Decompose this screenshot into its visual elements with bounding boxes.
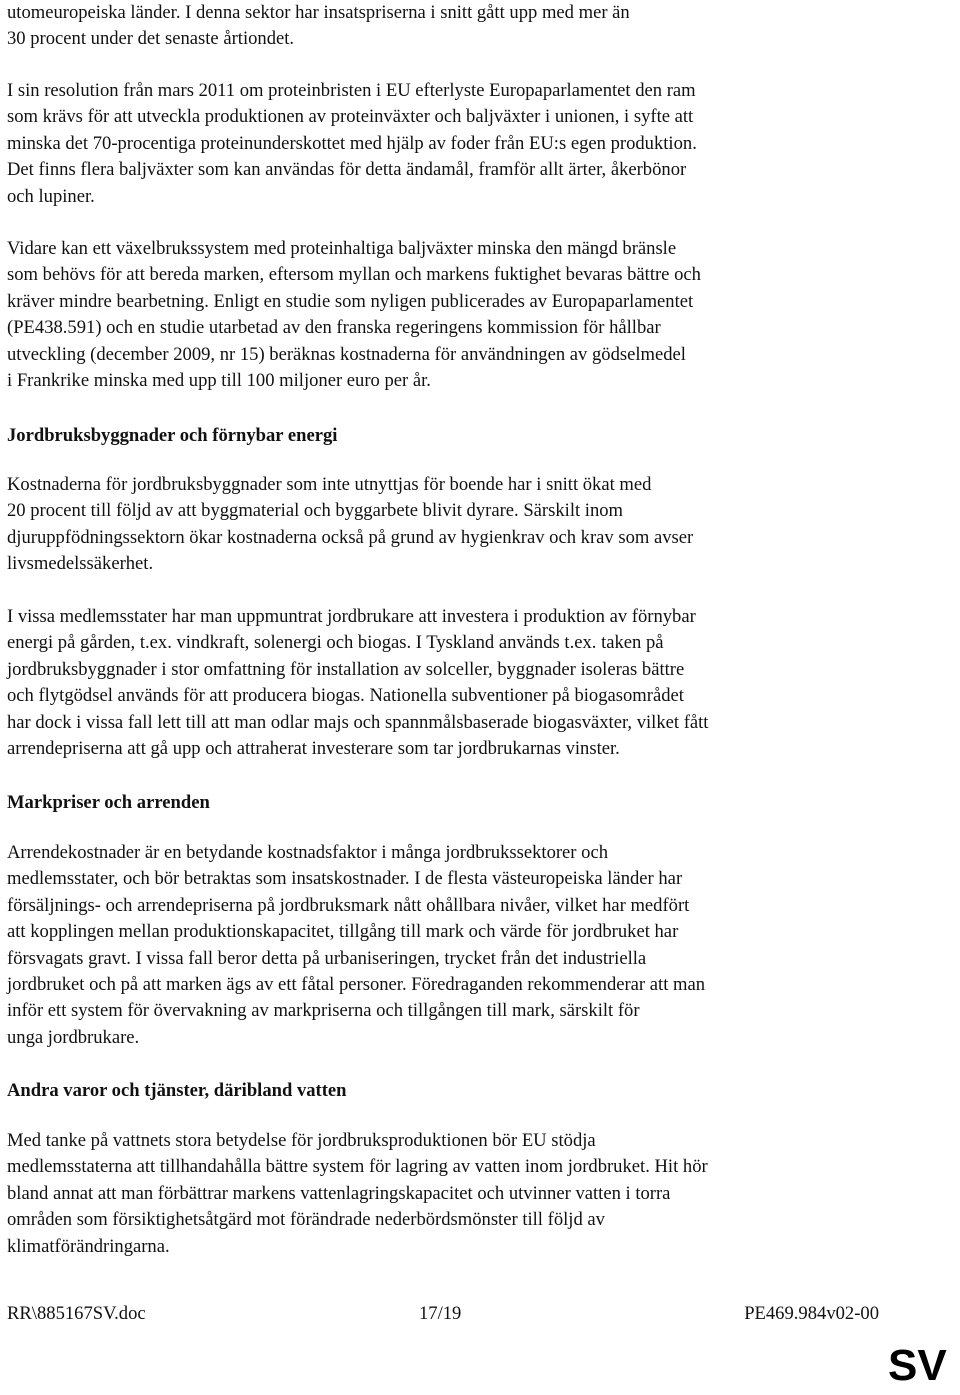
paragraph-crop-rotation [7,236,701,394]
text-line: unga jordbrukare. [7,1026,140,1048]
text-line: försvagats gravt. I vissa fall beror detta på urbaniseringen, trycket från det industriella [7,947,647,969]
footer-doc-number: PE469.984v02-00 [744,1303,879,1324]
text-line: och lupiner. [7,185,95,207]
footer-page-number: 17/19 [419,1303,462,1324]
text-line: bland annat att man förbättrar markens vattenlagringskapacitet och utvinner vatten i torra [7,1182,671,1204]
paragraph-renewable-energy [7,604,708,762]
text-line: I vissa medlemsstater har man uppmuntrat jordbrukare att investera i produktion av förnybar [7,606,696,627]
text-line: energi på gården, t.ex. vindkraft, solenergi och biogas. I Tyskland används t.ex. taken på [7,632,664,654]
footer-reference: RR\885167SV.doc [7,1303,146,1324]
paragraph-continued [7,0,630,53]
text-line: att kopplingen mellan produktionskapacitet, tillgång till mark och värde för jordbruket har [7,921,679,943]
text-line: som krävs för att utveckla produktionen av proteinväxter och baljväxter i unionen, i syfte att [7,106,694,128]
text-line: minska det 70-procentiga proteinunderskottet med hjälp av foder från EU:s egen produktion. [7,132,697,154]
text-line: utveckling (december 2009, nr 15) beräknas kostnaderna för användningen av gödselmedel [7,343,686,365]
text-line: Arrendekostnader är en betydande kostnadsfaktor i många jordbrukssektorer och [7,842,608,863]
text-line: klimatförändringarna. [7,1235,170,1257]
language-tag: SV [888,1341,947,1390]
text-line: (PE438.591) och en studie utarbetad av den franska regeringens kommission för hållbar [7,317,661,339]
paragraph-protein-resolution [7,78,697,210]
section-heading-goods-water: Andra varor och tjänster, däribland vatten [7,1080,347,1101]
text-line: 20 procent till följd av att byggmaterial och byggarbete blivit dyrare. Särskilt inom [7,500,624,522]
text-line: har dock i vissa fall lett till att man odlar majs och spannmålsbaserade biogasväxter, vilket fått [7,711,709,733]
text-line: och flytgödsel används för att producera biogas. Nationella subventioner på biogasområdet [7,685,684,707]
section-heading-land-prices: Markpriser och arrenden [7,792,210,813]
paragraph-water-storage [7,1128,708,1260]
text-line: jordbruket och på att marken ägs av ett fåtal personer. Föredraganden rekommenderar att man [7,974,706,996]
text-line: som behövs för att bereda marken, eftersom myllan och markens fuktighet bevaras bättre och [7,264,701,286]
text-line: djuruppfödningssektorn ökar kostnaderna också på grund av hygienkrav och krav som avser [7,526,694,548]
text-line: medlemsstater, och bör betraktas som insatskostnader. I de flesta västeuropeiska länder har [7,868,683,890]
text-line: jordbruksbyggnader i stor omfattning för installation av solceller, byggnader isoleras bättre [7,658,685,680]
text-line: inför ett system för övervakning av markpriserna och tillgången till mark, särskilt för [7,1000,640,1022]
text-line: Vidare kan ett växelbrukssystem med proteinhaltiga baljväxter minska den mängd bränsle [7,238,677,259]
text-line: 30 procent under det senaste årtiondet. [7,28,295,50]
text-line: medlemsstaterna att tillhandahålla bättre system för lagring av vatten inom jordbruket. Hit hör [7,1156,708,1178]
text-line: I sin resolution från mars 2011 om proteinbristen i EU efterlyste Europaparlamentet den ram [7,80,696,101]
paragraph-building-costs [7,472,693,578]
text-line: kräver mindre bearbetning. Enligt en studie som nyligen publicerades av Europaparlamentet [7,290,694,312]
paragraph-lease-costs [7,840,705,1051]
text-line: Kostnaderna för jordbruksbyggnader som inte utnyttjas för boende har i snitt ökat med [7,474,652,495]
text-line: områden som försiktighetsåtgärd mot förändrade nederbördsmönster till följd av [7,1209,605,1231]
text-line: livsmedelssäkerhet. [7,553,154,575]
text-line: utomeuropeiska länder. I denna sektor har insatspriserna i snitt gått upp med mer än [7,2,630,23]
text-line: arrendepriserna att gå upp och attraherat investerare som tar jordbrukarnas vinster. [7,738,620,760]
text-line: Med tanke på vattnets stora betydelse för jordbruksproduktionen bör EU stödja [7,1130,596,1151]
page-footer [7,1300,879,1328]
text-line: Det finns flera baljväxter som kan användas för detta ändamål, framför allt ärter, åkerbönor [7,159,687,181]
text-line: i Frankrike minska med upp till 100 miljoner euro per år. [7,370,431,392]
text-line: försäljnings- och arrendepriserna på jordbruksmark nått ohållbara nivåer, vilket har medfört [7,894,690,916]
section-heading-buildings-energy: Jordbruksbyggnader och förnybar energi [7,425,338,446]
